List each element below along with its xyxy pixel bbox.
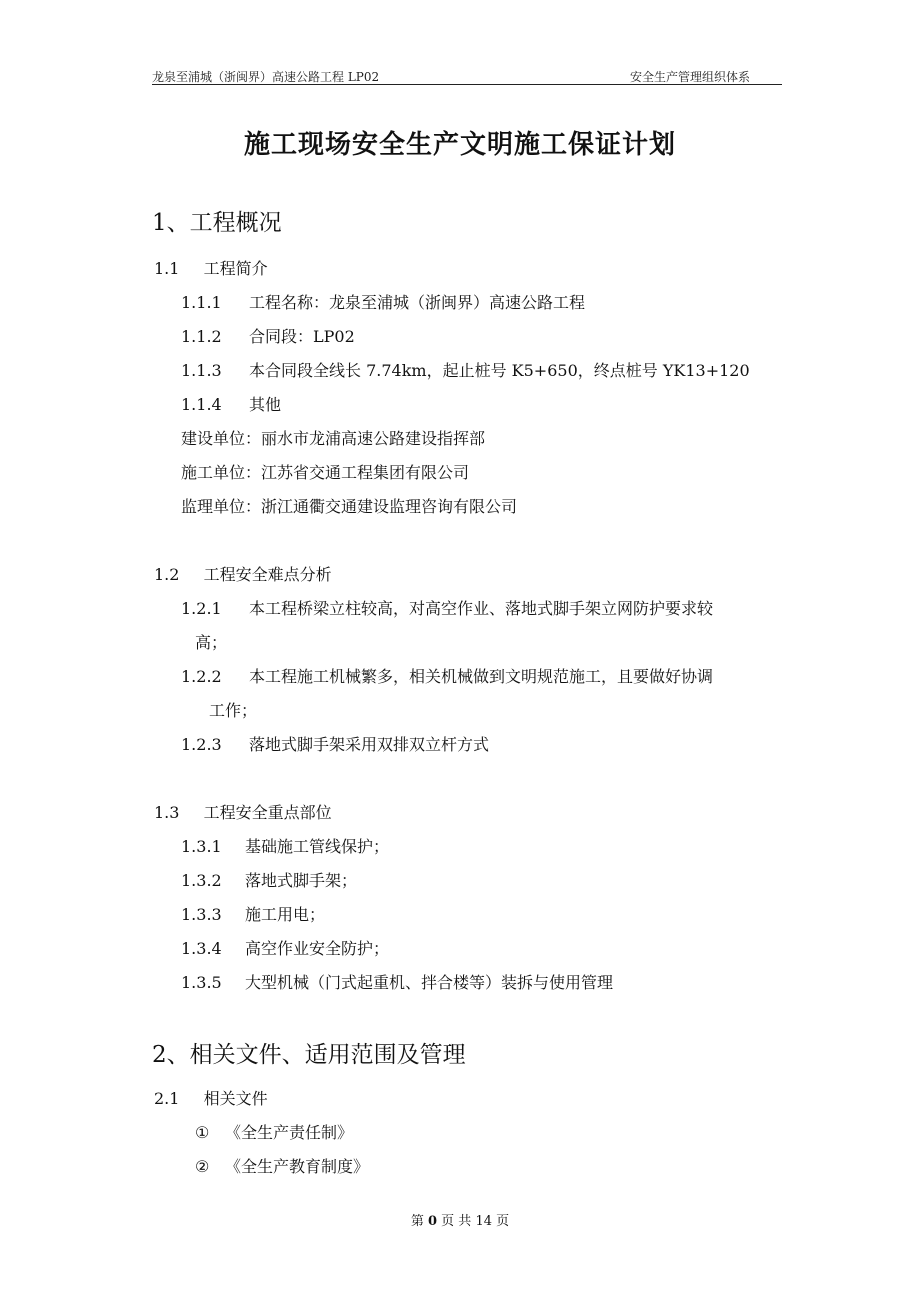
item-number: 1.3.5 [181,973,222,992]
section-1-heading: 1、工程概况 [152,210,282,236]
section-1-2-number: 1.2 [154,565,180,584]
list-item-1-3-5 [181,970,613,993]
section-2-1-heading [154,1086,268,1109]
item-text: 合同段：LP02 [249,327,355,346]
list-item-2-1-2 [195,1154,369,1177]
section-2-heading: 2、相关文件、适用范围及管理 [152,1042,466,1068]
list-item-1-3-2 [181,868,357,891]
header-project-name: 龙泉至浦城（浙闽界）高速公路工程 LP02 [152,70,380,84]
item-text: 本合同段全线长 7.74km，起止桩号 K5+650，终点桩号 YK13+120 [249,361,750,380]
item-text: 本工程桥梁立柱较高，对高空作业、落地式脚手架立网防护要求较 [249,599,714,618]
list-item-1-1-1 [181,290,585,313]
circled-number: ② [195,1157,210,1176]
circled-number: ① [195,1123,210,1142]
construction-supervisor: 监理单位：浙江通衢交通建设监理咨询有限公司 [181,497,518,516]
item-number: 1.2.3 [181,735,222,754]
item-text: 《全生产教育制度》 [225,1157,370,1176]
list-item-1-1-2 [181,324,355,347]
page-footer [0,1210,920,1229]
footer-middle: 页 共 [441,1214,472,1229]
item-number: 1.1.1 [181,293,222,312]
item-text: 大型机械（门式起重机、拌合楼等）装拆与使用管理 [245,973,614,992]
list-item-1-3-1 [181,834,389,857]
section-1-1-heading [154,256,268,279]
list-item-1-2-1-continuation: 高； [195,633,228,652]
list-item-1-3-4 [181,936,389,959]
construction-owner: 建设单位：丽水市龙浦高速公路建设指挥部 [181,429,486,448]
list-item-1-2-2-continuation: 工作； [209,701,258,720]
item-text: 落地式脚手架采用双排双立杆方式 [249,735,490,754]
footer-prefix: 第 [410,1214,424,1229]
list-item-2-1-1 [195,1120,353,1143]
item-number: 1.3.3 [181,905,222,924]
section-2-1-number: 2.1 [154,1089,180,1108]
list-item-1-1-4 [181,392,281,415]
construction-contractor: 施工单位：江苏省交通工程集团有限公司 [181,463,470,482]
footer-suffix: 页 [496,1214,510,1229]
document-title: 施工现场安全生产文明施工保证计划 [243,130,676,160]
list-item-1-2-2 [181,664,713,687]
section-1-2-heading [154,562,332,585]
item-number: 1.1.3 [181,361,222,380]
list-item-1-2-1 [181,596,713,619]
item-text: 高空作业安全防护； [245,939,390,958]
list-item-1-3-3 [181,902,325,925]
list-item-1-2-3 [181,732,489,755]
item-number: 1.1.2 [181,327,222,346]
item-text: 《全生产责任制》 [225,1123,354,1142]
item-text: 工程名称：龙泉至浦城（浙闽界）高速公路工程 [249,293,586,312]
item-number: 1.1.4 [181,395,222,414]
section-1-3-heading [154,800,332,823]
item-number: 1.3.1 [181,837,222,856]
page-total: 14 [475,1214,492,1229]
item-number: 1.2.2 [181,667,222,686]
item-number: 1.3.2 [181,871,222,890]
item-text: 落地式脚手架； [245,871,358,890]
section-1-3-number: 1.3 [154,803,180,822]
item-text: 施工用电； [245,905,326,924]
item-text: 其他 [249,395,282,414]
list-item-1-1-3 [181,358,750,381]
header-section-name: 安全生产管理组织体系 [630,70,751,84]
section-1-1-number: 1.1 [154,259,180,278]
section-1-2-label: 工程安全难点分析 [203,565,332,584]
section-2-1-label: 相关文件 [203,1089,268,1108]
item-text: 本工程施工机械繁多，相关机械做到文明规范施工，且要做好协调 [249,667,714,686]
page-number: 0 [427,1214,438,1229]
item-number: 1.2.1 [181,599,222,618]
header-divider [152,84,782,85]
section-1-3-label: 工程安全重点部位 [203,803,332,822]
item-text: 基础施工管线保护； [245,837,390,856]
section-1-1-label: 工程简介 [203,259,268,278]
item-number: 1.3.4 [181,939,222,958]
